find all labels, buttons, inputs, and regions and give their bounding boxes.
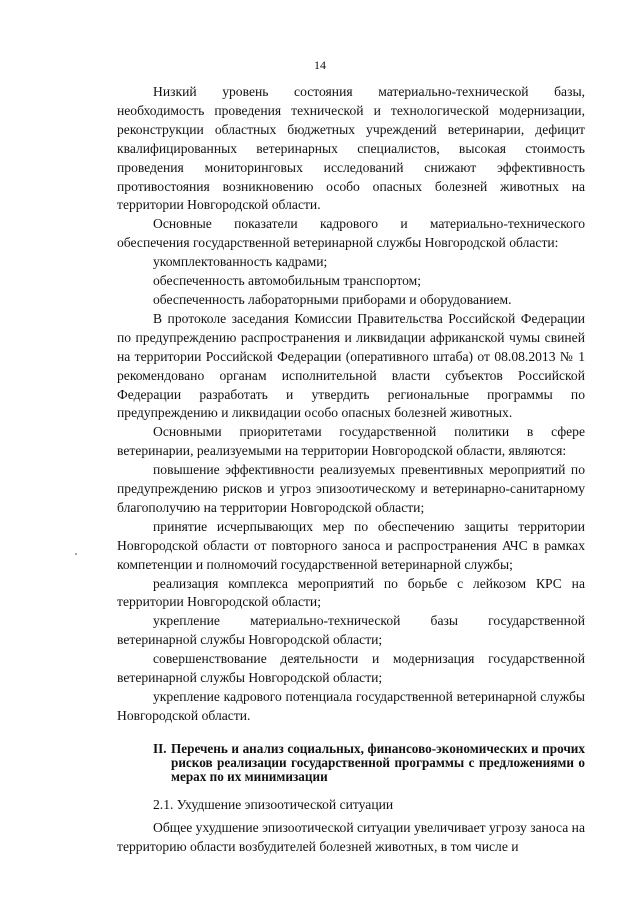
paragraph: Низкий уровень состояния материально-технической базы, необходимость проведения технической и технологической модернизации, реконструкции областных бюджетных учреждений ветеринарии, дефицит квалифицированных ветеринарных специалистов, высокая стоимость проведения мониторинговых исследований снижают эффективность противостояния возникновению особо опасных болезней животных на территории Новгородской области. [117, 84, 585, 213]
list-item: обеспеченность лабораторными приборами и оборудованием. [153, 291, 512, 307]
document-body [117, 83, 585, 857]
list-item: укомплектованность кадрами; [153, 254, 328, 270]
list-item: принятие исчерпывающих мер по обеспечению защиты территории Новгородской области от повторного заноса и распространения АЧС в рамках компетенции и полномочий государственной ветеринарной службы; [117, 518, 585, 572]
section-title: Перечень и анализ социальных, финансово-экономических и прочих рисков реализации государственной программы с предложениями о мерах по их минимизации [171, 740, 585, 784]
paragraph: Основными приоритетами государственной политики в сфере ветеринарии, реализуемыми на территории Новгородской области, являются: [117, 424, 585, 459]
list-item: обеспеченность автомобильным транспортом; [153, 273, 422, 289]
paragraph: Основные показатели кадрового и материально-технического обеспечения государственной ветеринарной службы Новгородской области: [117, 216, 585, 251]
section-number: II. [153, 740, 167, 756]
scan-mark [75, 553, 77, 555]
list-item: совершенствование деятельности и модернизация государственной ветеринарной службы Новгородской области; [117, 651, 585, 686]
page-number: 14 [314, 58, 326, 72]
list-item: повышение эффективности реализуемых превентивных мероприятий по предупреждению рисков и угроз эпизоотическому и ветеринарно-санитарному благополучию на территории Новгородской области; [117, 462, 585, 515]
paragraph: В протоколе заседания Комиссии Правительства Российской Федерации по предупреждению распространения и ликвидации африканской чумы свиней на территории Российской Федерации (оперативного штаба) от 08.08.2013 № 1 рекомендовано органам исполнительной власти субъектов Российской Федерации разработать и утвердить региональные программы по предупреждению и ликвидации особо опасных болезней животных. [117, 310, 585, 421]
paragraph: Общее ухудшение эпизоотической ситуации увеличивает угрозу заноса на территорию области возбудителей болезней животных, в том числе и [117, 819, 585, 854]
list-item: укрепление материально-технической базы государственной ветеринарной службы Новгородской области; [117, 613, 585, 648]
list-item: реализация комплекса мероприятий по борьбе с лейкозом КРС на территории Новгородской области; [117, 575, 585, 610]
list-item: укрепление кадрового потенциала государственной ветеринарной службы Новгородской области. [117, 689, 585, 723]
section-heading [117, 742, 585, 784]
subsection-title: 2.1. Ухудшение эпизоотической ситуации [153, 796, 394, 812]
